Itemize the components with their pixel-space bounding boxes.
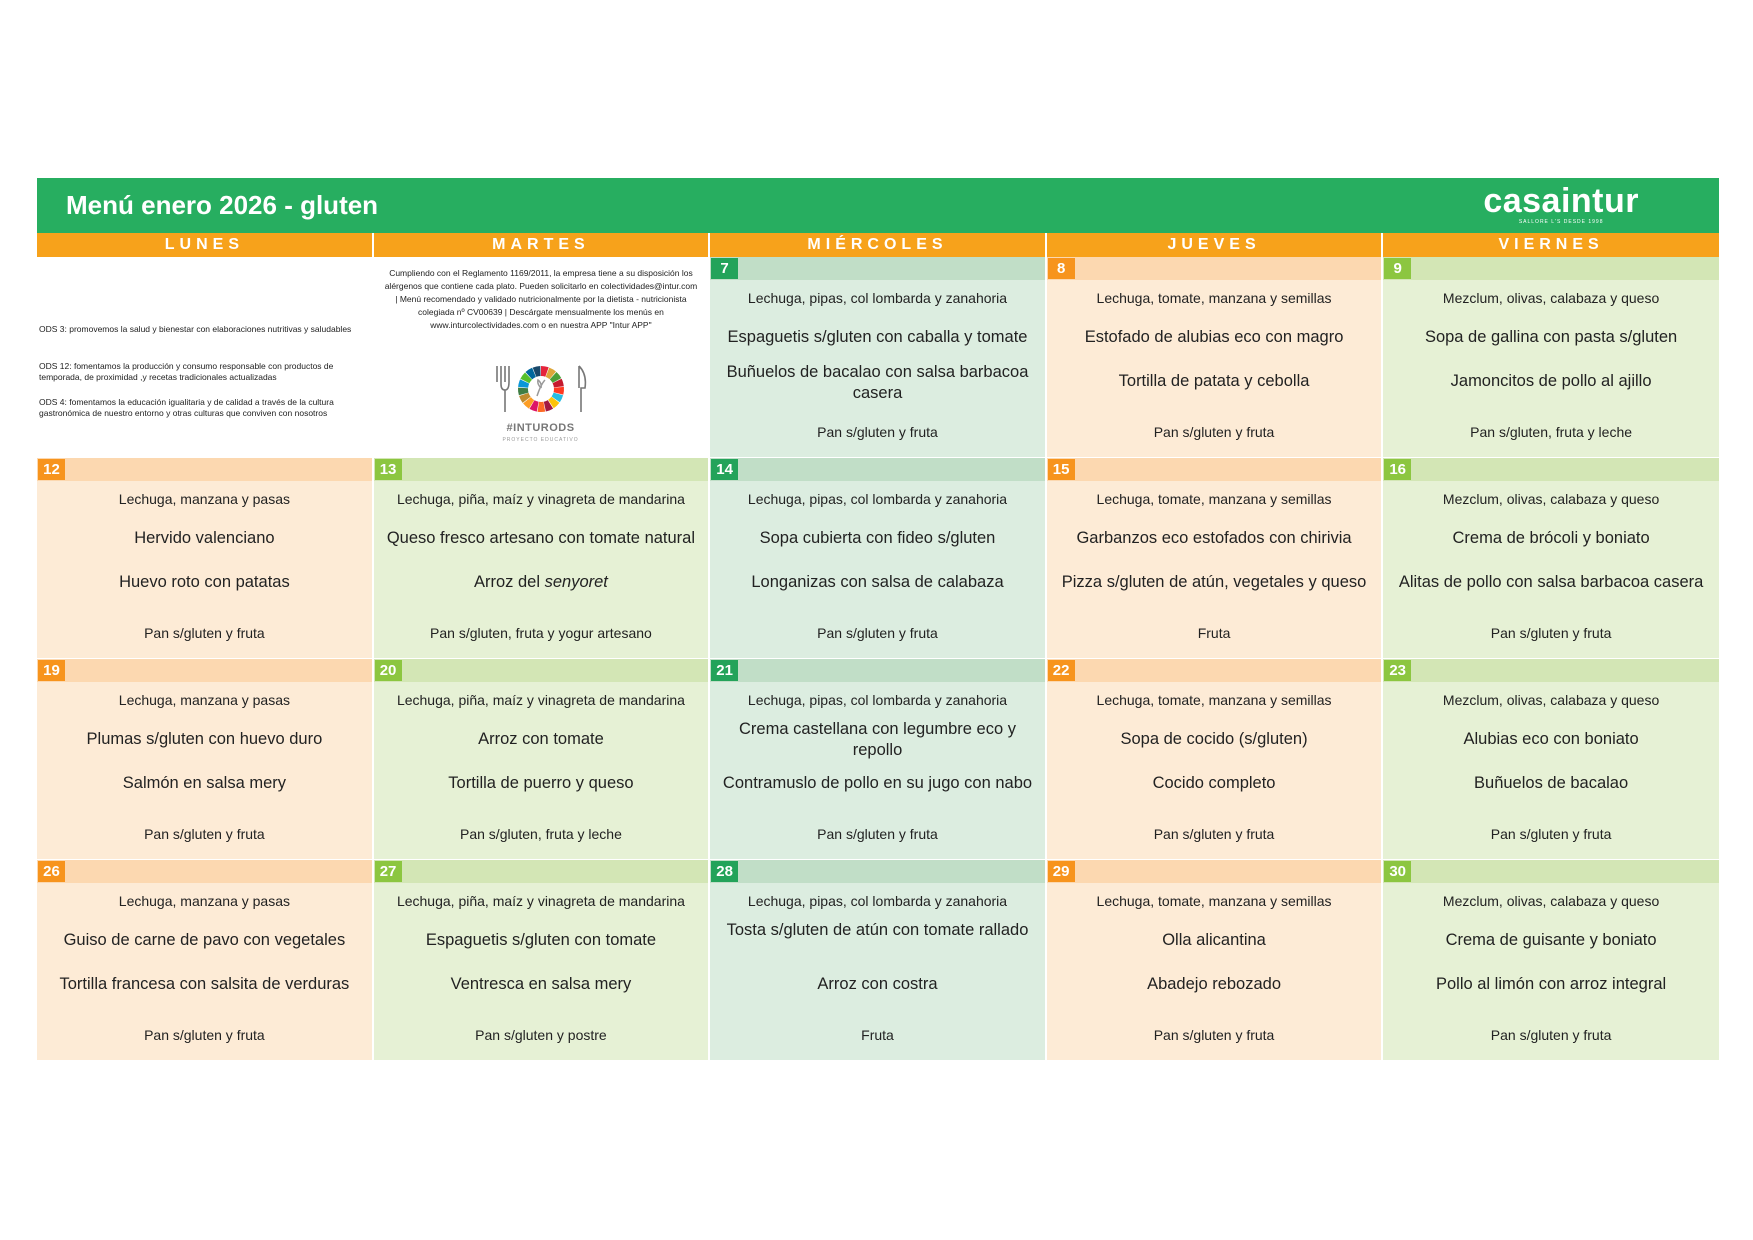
salad-course: Mezclum, olivas, calabaza y queso: [1442, 491, 1660, 507]
weekday-header: [37, 233, 1719, 257]
day-number: 22: [1048, 660, 1075, 681]
second-course: Cocido completo: [1152, 774, 1276, 792]
weekday-friday: VIERNES: [1383, 233, 1719, 257]
day-number: 13: [375, 459, 402, 480]
day-strip: [710, 659, 1045, 682]
day-strip: [1383, 257, 1719, 280]
day-number: 12: [38, 459, 65, 480]
salad-course: Lechuga, piña, maíz y vinagreta de mandarina: [396, 893, 685, 909]
first-course: Tosta s/gluten de atún con tomate rallado: [726, 921, 1029, 939]
day-cell: [710, 659, 1045, 859]
day-menu: [1047, 280, 1382, 457]
first-course: Crema de brócoli y boniato: [1452, 529, 1650, 547]
day-menu: [1047, 682, 1382, 859]
day-strip: [710, 458, 1045, 481]
day-cell: [710, 257, 1045, 457]
day-number: 30: [1384, 861, 1411, 882]
first-course: Sopa de gallina con pasta s/gluten: [1424, 328, 1678, 346]
day-strip: [710, 860, 1045, 883]
day-cell: [374, 458, 709, 658]
dessert-course: Fruta: [1197, 625, 1231, 641]
salad-course: Lechuga, manzana y pasas: [118, 692, 291, 708]
salad-course: Lechuga, piña, maíz y vinagreta de mandarina: [396, 491, 685, 507]
day-cell: [710, 458, 1045, 658]
day-menu: [710, 280, 1045, 457]
day-strip: [1047, 458, 1382, 481]
dessert-course: Pan s/gluten y fruta: [144, 826, 265, 842]
salad-course: Lechuga, pipas, col lombarda y zanahoria: [747, 491, 1008, 507]
emblem-subtitle: PROYECTO EDUCATIVO: [502, 437, 579, 443]
second-course: Abadejo rebozado: [1147, 975, 1282, 993]
day-menu: [374, 481, 709, 658]
day-strip: [1383, 860, 1719, 883]
sdg-wheel-icon: [491, 362, 591, 420]
second-course: Buñuelos de bacalao con salsa barbacoa casera: [726, 363, 1029, 402]
first-course: Olla alicantina: [1162, 931, 1266, 949]
logo-brand: casaintur: [1483, 182, 1639, 220]
day-cell: [37, 458, 372, 658]
second-course: Contramuslo de pollo en su jugo con nabo: [722, 774, 1033, 792]
second-course: Alitas de pollo con salsa barbacoa casera: [1398, 573, 1704, 591]
day-menu: [710, 481, 1045, 658]
day-number: 9: [1384, 258, 1411, 279]
day-number: 23: [1384, 660, 1411, 681]
second-course: Tortilla francesa con salsita de verduras: [59, 975, 350, 993]
first-course: Crema de guisante y boniato: [1445, 931, 1657, 949]
ods4-text: ODS 4: fomentamos la educación igualitaria y de calidad a través de la cultura gastronómica de nuestro entorno y otras culturas que conviven con nosotros: [39, 397, 334, 418]
salad-course: Lechuga, piña, maíz y vinagreta de mandarina: [396, 692, 685, 708]
dessert-course: Pan s/gluten y fruta: [1153, 1027, 1275, 1043]
day-number: 27: [375, 861, 402, 882]
second-course: Pizza s/gluten de atún, vegetales y queso: [1061, 573, 1367, 591]
day-number: 29: [1048, 861, 1075, 882]
salad-course: Lechuga, tomate, manzana y semillas: [1096, 692, 1332, 708]
salad-course: Lechuga, tomate, manzana y semillas: [1096, 491, 1332, 507]
dessert-course: Pan s/gluten y fruta: [144, 1027, 265, 1043]
week-row: [37, 458, 1719, 658]
second-course: Arroz con costra: [817, 975, 938, 993]
weekday-thursday: JUEVES: [1047, 233, 1382, 257]
sdg-emblem: [491, 362, 591, 442]
day-cell: [374, 860, 709, 1060]
second-course: Ventresca en salsa mery: [450, 975, 632, 993]
ods3-text: ODS 3: promovemos la salud y bienestar con elaboraciones nutritivas y saludables: [39, 324, 352, 334]
day-menu: [37, 682, 372, 859]
day-strip: [710, 257, 1045, 280]
day-strip: [374, 458, 709, 481]
second-course: Pollo al limón con arroz integral: [1435, 975, 1667, 993]
day-strip: [1047, 860, 1382, 883]
day-cell: [1383, 458, 1719, 658]
dessert-course: Pan s/gluten y fruta: [817, 826, 938, 842]
day-menu: [1047, 481, 1382, 658]
second-course: Buñuelos de bacalao: [1474, 774, 1629, 792]
allergen-notice-text: Cumpliendo con el Reglamento 1169/2011, la empresa tiene a su disposición los alérgenos que contiene cada plato. Pueden solicitarlo en colectividades@intur.com | Menú recomendado y validado nutricionalmente por la dietista - nutricionista colegiada nº CV00639 | Descárgate mensualmente los menús en www.inturcolectividades.com o en nuestra APP "Intur APP": [384, 268, 698, 330]
dessert-course: Pan s/gluten y fruta: [144, 625, 265, 641]
dessert-course: Pan s/gluten y fruta: [1153, 826, 1275, 842]
dessert-course: Pan s/gluten y fruta: [817, 625, 938, 641]
salad-course: Mezclum, olivas, calabaza y queso: [1442, 290, 1660, 306]
day-cell: [1383, 659, 1719, 859]
dessert-course: Pan s/gluten, fruta y yogur artesano: [430, 625, 652, 641]
day-number: 26: [38, 861, 65, 882]
day-number: 14: [711, 459, 738, 480]
day-menu: [1383, 280, 1719, 457]
dessert-course: Pan s/gluten y fruta: [1490, 1027, 1612, 1043]
first-course: Garbanzos eco estofados con chirivia: [1076, 529, 1352, 547]
second-course: Tortilla de puerro y queso: [448, 774, 634, 792]
day-strip: [1383, 659, 1719, 682]
emblem-label: #INTURODS: [506, 422, 575, 434]
week-row: [37, 860, 1719, 1060]
day-strip: [374, 860, 709, 883]
day-menu: [1383, 883, 1719, 1060]
first-course: Sopa cubierta con fideo s/gluten: [759, 529, 996, 547]
day-menu: [37, 883, 372, 1060]
day-menu: [710, 883, 1045, 1060]
second-course: Salmón en salsa mery: [122, 774, 287, 792]
second-course: Tortilla de patata y cebolla: [1118, 372, 1310, 390]
weekday-monday: LUNES: [37, 233, 372, 257]
dessert-course: Fruta: [861, 1027, 894, 1043]
salad-course: Mezclum, olivas, calabaza y queso: [1442, 692, 1660, 708]
dessert-course: Pan s/gluten, fruta y leche: [460, 826, 622, 842]
week-row: [37, 257, 1719, 457]
day-menu: [1383, 682, 1719, 859]
weekday-wednesday: MIÉRCOLES: [710, 233, 1045, 257]
day-strip: [37, 860, 372, 883]
day-cell: [1047, 257, 1382, 457]
dessert-course: Pan s/gluten y fruta: [1490, 625, 1612, 641]
second-course: Huevo roto con patatas: [119, 573, 290, 591]
day-cell: [1047, 659, 1382, 859]
weekday-tuesday: MARTES: [374, 233, 709, 257]
dessert-course: Pan s/gluten y fruta: [1153, 424, 1275, 440]
first-course: Crema castellana con legumbre eco y repollo: [739, 720, 1016, 759]
first-course: Hervido valenciano: [134, 529, 275, 547]
second-course: Jamoncitos de pollo al ajillo: [1450, 372, 1652, 390]
ods-info-panel: [37, 257, 372, 457]
day-cell: [374, 659, 709, 859]
day-strip: [374, 659, 709, 682]
day-strip: [1383, 458, 1719, 481]
dessert-course: Pan s/gluten, fruta y leche: [1470, 424, 1633, 440]
day-cell: [1383, 860, 1719, 1060]
day-cell: [37, 659, 372, 859]
salad-course: Mezclum, olivas, calabaza y queso: [1442, 893, 1660, 909]
second-course: Longanizas con salsa de calabaza: [751, 573, 1004, 591]
day-menu: [374, 682, 709, 859]
day-number: 28: [711, 861, 738, 882]
day-menu: [710, 682, 1045, 859]
day-menu: [1047, 883, 1382, 1060]
salad-course: Lechuga, pipas, col lombarda y zanahoria: [747, 290, 1008, 306]
salad-course: Lechuga, tomate, manzana y semillas: [1096, 893, 1332, 909]
day-menu: [374, 883, 709, 1060]
salad-course: Lechuga, pipas, col lombarda y zanahoria: [747, 893, 1008, 909]
second-course: Arroz del senyoret: [473, 573, 608, 591]
day-strip: [1047, 257, 1382, 280]
first-course: Queso fresco artesano con tomate natural: [386, 529, 696, 547]
calendar-grid: [37, 257, 1719, 1060]
salad-course: Lechuga, manzana y pasas: [118, 893, 291, 909]
day-cell: [1047, 860, 1382, 1060]
day-strip: [1047, 659, 1382, 682]
day-number: 8: [1048, 258, 1075, 279]
dessert-course: Pan s/gluten y fruta: [817, 424, 938, 440]
first-course: Guiso de carne de pavo con vegetales: [63, 931, 346, 949]
salad-course: Lechuga, tomate, manzana y semillas: [1096, 290, 1332, 306]
week-row: [37, 659, 1719, 859]
first-course: Plumas s/gluten con huevo duro: [86, 730, 323, 748]
first-course: Sopa de cocido (s/gluten): [1120, 730, 1308, 748]
dessert-course: Pan s/gluten y postre: [475, 1027, 607, 1043]
day-number: 19: [38, 660, 65, 681]
dessert-course: Pan s/gluten y fruta: [1490, 826, 1612, 842]
first-course: Espaguetis s/gluten con caballa y tomate: [727, 328, 1028, 346]
day-cell: [1047, 458, 1382, 658]
ods12-text: ODS 12: fomentamos la producción y consumo responsable con productos de temporada, de proximidad ,y recetas tradicionales actualizadas: [39, 361, 334, 382]
day-number: 20: [375, 660, 402, 681]
day-number: 15: [1048, 459, 1075, 480]
first-course: Estofado de alubias eco con magro: [1084, 328, 1344, 346]
day-strip: [37, 458, 372, 481]
casaintur-logo: [1483, 184, 1639, 225]
day-number: 21: [711, 660, 738, 681]
menu-sheet: [37, 178, 1719, 1061]
salad-course: Lechuga, manzana y pasas: [118, 491, 291, 507]
salad-course: Lechuga, pipas, col lombarda y zanahoria: [747, 692, 1008, 708]
first-course: Arroz con tomate: [478, 730, 604, 748]
logo-tagline: SALLORE L'S DESDE 1998: [1518, 219, 1604, 225]
day-number: 7: [711, 258, 738, 279]
day-cell: [710, 860, 1045, 1060]
first-course: Alubias eco con boniato: [1463, 730, 1639, 748]
page-title: Menú enero 2026 - gluten: [66, 190, 379, 220]
day-number: 16: [1384, 459, 1411, 480]
day-strip: [37, 659, 372, 682]
day-menu: [1383, 481, 1719, 658]
day-menu: [37, 481, 372, 658]
day-cell: [1383, 257, 1719, 457]
first-course: Espaguetis s/gluten con tomate: [425, 931, 657, 949]
allergen-notice-panel: [374, 257, 709, 457]
day-cell: [37, 860, 372, 1060]
title-bar: [37, 178, 1719, 233]
